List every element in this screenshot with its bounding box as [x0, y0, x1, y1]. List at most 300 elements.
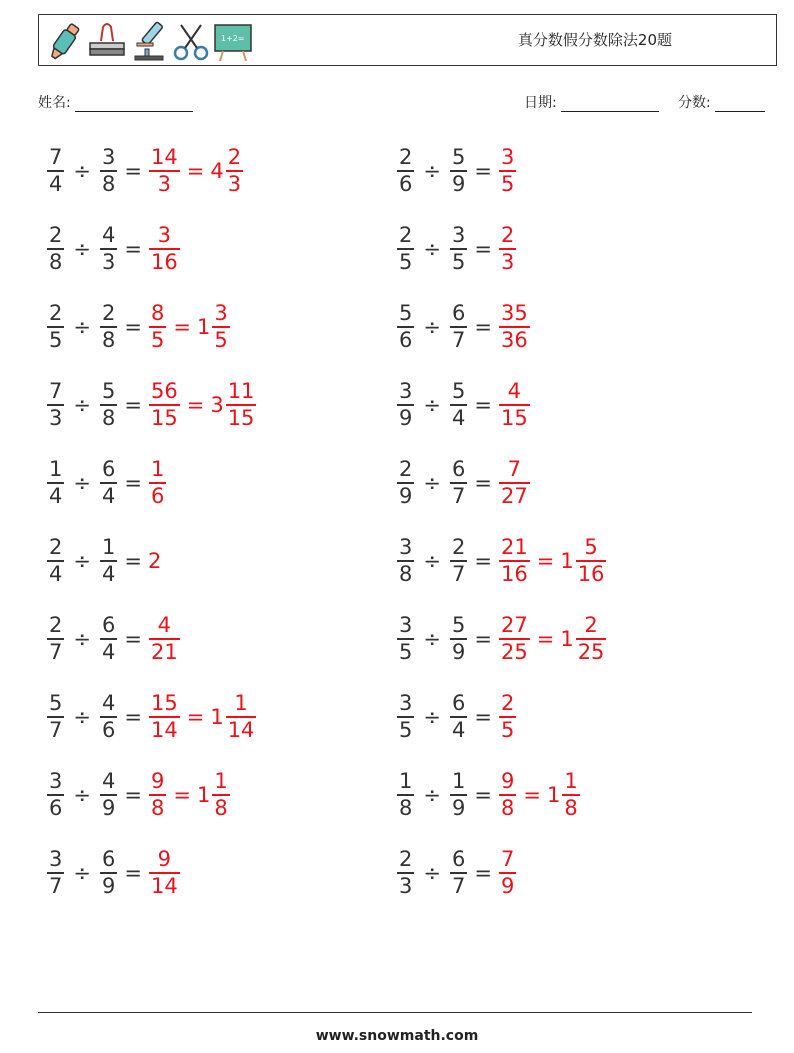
divisor-fraction [100, 849, 117, 897]
problem-item [46, 842, 181, 904]
denominator: 4 [451, 405, 466, 430]
problem-item [396, 218, 517, 280]
dividend-fraction [47, 771, 64, 819]
answer [148, 849, 181, 897]
numerator: 3 [399, 379, 413, 404]
footer-divider [38, 1012, 752, 1013]
date-field[interactable] [524, 92, 659, 112]
equals-sign: = [474, 471, 492, 495]
answer [498, 615, 607, 663]
numerator: 5 [451, 145, 466, 170]
denominator: 9 [399, 405, 413, 430]
microscope-icon [129, 19, 169, 63]
answer [148, 225, 181, 273]
numerator: 6 [451, 847, 466, 872]
answer [498, 459, 531, 507]
denominator: 8 [399, 561, 413, 586]
denominator: 5 [451, 249, 466, 274]
numerator: 5 [399, 301, 413, 326]
denominator: 9 [399, 483, 413, 508]
numerator: 2 [227, 145, 242, 170]
numerator: 3 [49, 769, 63, 794]
denominator: 6 [49, 795, 63, 820]
numerator: 1 [150, 457, 165, 482]
equals-sign: = [474, 159, 492, 183]
denominator: 36 [500, 327, 528, 352]
answer-equals-sign: = [186, 159, 205, 183]
dividend-fraction [397, 849, 414, 897]
denominator: 27 [500, 483, 528, 508]
answer [148, 771, 231, 819]
numerator: 1 [101, 535, 116, 560]
numerator: 2 [49, 223, 63, 248]
mixed-whole: 1 [546, 783, 561, 807]
divisor-fraction [100, 459, 117, 507]
answer-fraction [499, 849, 516, 897]
equals-sign: = [124, 471, 142, 495]
divide-sign: ÷ [73, 159, 91, 183]
answer-fraction [149, 225, 180, 273]
numerator: 2 [500, 691, 515, 716]
divisor-fraction [100, 537, 117, 585]
answer [498, 225, 517, 273]
chalkboard-icon [213, 19, 253, 63]
denominator: 5 [500, 717, 515, 742]
numerator: 21 [500, 535, 528, 560]
numerator: 14 [150, 145, 178, 170]
numerator: 4 [101, 223, 116, 248]
numerator: 35 [500, 301, 528, 326]
divide-sign: ÷ [73, 627, 91, 651]
divisor-fraction [100, 615, 117, 663]
numerator: 27 [500, 613, 528, 638]
dividend-fraction [397, 537, 414, 585]
answer [498, 771, 581, 819]
denominator: 5 [399, 717, 413, 742]
answer-fraction [149, 615, 180, 663]
denominator: 7 [49, 873, 63, 898]
answer-fraction [149, 147, 180, 195]
mixed-whole: 3 [210, 393, 224, 417]
numerator: 9 [157, 847, 172, 872]
score-field[interactable] [678, 92, 765, 112]
denominator: 7 [49, 639, 63, 664]
numerator: 1 [49, 457, 63, 482]
divide-sign: ÷ [73, 237, 91, 261]
divide-sign: ÷ [73, 861, 91, 885]
denominator: 5 [49, 327, 63, 352]
denominator: 9 [101, 873, 116, 898]
scissors-icon [171, 19, 211, 63]
problem-item [46, 374, 257, 436]
numerator: 5 [101, 379, 116, 404]
answer [148, 147, 244, 195]
denominator: 4 [101, 483, 116, 508]
numerator: 2 [49, 535, 63, 560]
problem-item [396, 686, 517, 748]
denominator: 14 [227, 717, 255, 742]
divisor-fraction [100, 381, 117, 429]
answer-equals-sign: = [173, 315, 191, 339]
divide-sign: ÷ [423, 237, 441, 261]
divide-sign: ÷ [423, 315, 441, 339]
worksheet-title: 真分数假分数除法20题 [517, 31, 672, 49]
mixed-fraction [226, 693, 257, 741]
equals-sign: = [474, 549, 492, 573]
dividend-fraction [397, 615, 414, 663]
problem-item [46, 530, 161, 592]
answer [498, 381, 531, 429]
mixed-whole: 1 [560, 627, 574, 651]
denominator: 5 [399, 639, 413, 664]
dividend-fraction [397, 225, 414, 273]
denominator: 3 [49, 405, 63, 430]
numerator: 4 [157, 613, 172, 638]
mixed-fraction [212, 303, 229, 351]
mixed-fraction [226, 147, 243, 195]
divisor-fraction [100, 693, 117, 741]
divide-sign: ÷ [423, 861, 441, 885]
denominator: 25 [577, 639, 605, 664]
divide-sign: ÷ [73, 315, 91, 339]
denominator: 4 [451, 717, 466, 742]
divide-sign: ÷ [423, 471, 441, 495]
numerator: 2 [584, 613, 598, 638]
dividend-fraction [397, 459, 414, 507]
numerator: 1 [234, 691, 248, 716]
answer-equals-sign: = [536, 627, 555, 651]
numerator: 1 [399, 769, 413, 794]
denominator: 3 [101, 249, 116, 274]
problem-item [46, 296, 231, 358]
denominator: 9 [451, 171, 466, 196]
numerator: 2 [451, 535, 466, 560]
problem-item [46, 140, 244, 202]
numerator: 11 [227, 379, 255, 404]
highlighter-icon [45, 19, 85, 63]
answer [498, 693, 517, 741]
divisor-fraction [450, 381, 467, 429]
answer [148, 549, 161, 573]
answer [148, 381, 257, 429]
mixed-fraction [226, 381, 257, 429]
denominator: 3 [227, 171, 242, 196]
numerator: 4 [101, 691, 116, 716]
numerator: 2 [399, 223, 413, 248]
dividend-fraction [47, 381, 64, 429]
denominator: 7 [451, 483, 466, 508]
numerator: 4 [101, 769, 116, 794]
denominator: 6 [101, 717, 116, 742]
footer-url: www.snowmath.com [315, 1028, 479, 1044]
dividend-fraction [47, 225, 64, 273]
divide-sign: ÷ [423, 393, 441, 417]
denominator: 7 [49, 717, 63, 742]
equals-sign: = [124, 159, 142, 183]
numerator: 3 [399, 691, 413, 716]
numerator: 6 [451, 691, 466, 716]
dividend-fraction [47, 303, 64, 351]
answer-fraction [499, 537, 530, 585]
dividend-fraction [397, 381, 414, 429]
denominator: 4 [49, 561, 63, 586]
answer [498, 537, 607, 585]
equals-sign: = [124, 861, 142, 885]
numerator: 6 [101, 457, 116, 482]
denominator: 21 [150, 639, 178, 664]
answer [498, 147, 517, 195]
numerator: 2 [49, 301, 63, 326]
numerator: 3 [500, 145, 515, 170]
answer [148, 303, 231, 351]
equals-sign: = [124, 705, 142, 729]
numerator: 4 [507, 379, 522, 404]
denominator: 3 [399, 873, 413, 898]
denominator: 5 [500, 171, 515, 196]
denominator: 8 [564, 795, 578, 820]
denominator: 9 [101, 795, 116, 820]
header-icons [45, 19, 253, 63]
divisor-fraction [450, 771, 467, 819]
problem-item [46, 452, 167, 514]
denominator: 5 [399, 249, 413, 274]
mixed-fraction [212, 771, 229, 819]
dividend-fraction [47, 693, 64, 741]
numerator: 6 [451, 301, 466, 326]
numerator: 2 [399, 847, 413, 872]
denominator: 8 [101, 405, 116, 430]
denominator: 14 [150, 873, 178, 898]
problem-item [396, 842, 517, 904]
answer-equals-sign: = [536, 549, 555, 573]
numerator: 5 [451, 379, 466, 404]
divide-sign: ÷ [73, 471, 91, 495]
date-line[interactable] [561, 96, 659, 112]
numerator: 2 [49, 613, 63, 638]
equals-sign: = [474, 237, 492, 261]
mixed-whole: 1 [196, 783, 211, 807]
divisor-fraction [450, 459, 467, 507]
denominator: 7 [451, 561, 466, 586]
dividend-fraction [397, 771, 414, 819]
problem-item [396, 140, 517, 202]
answer-fraction [149, 693, 180, 741]
numerator: 6 [101, 613, 116, 638]
dividend-fraction [47, 147, 64, 195]
score-label: 分数: [678, 95, 711, 111]
divisor-fraction [100, 225, 117, 273]
mixed-whole: 1 [560, 549, 574, 573]
problem-item [396, 608, 607, 670]
denominator: 8 [500, 795, 515, 820]
dividend-fraction [397, 693, 414, 741]
numerator: 3 [451, 223, 466, 248]
equals-sign: = [124, 783, 142, 807]
worksheet-header [38, 14, 777, 66]
divide-sign: ÷ [73, 705, 91, 729]
denominator: 15 [227, 405, 255, 430]
dividend-fraction [47, 849, 64, 897]
divisor-fraction [450, 225, 467, 273]
denominator: 16 [500, 561, 528, 586]
mixed-whole: 1 [196, 315, 211, 339]
divisor-fraction [450, 693, 467, 741]
mixed-whole: 4 [210, 159, 224, 183]
numerator: 6 [451, 457, 466, 482]
divide-sign: ÷ [73, 549, 91, 573]
denominator: 6 [150, 483, 165, 508]
divisor-fraction [450, 849, 467, 897]
denominator: 25 [500, 639, 528, 664]
denominator: 4 [49, 171, 63, 196]
answer-fraction [149, 771, 166, 819]
name-label: 姓名: [38, 95, 71, 111]
denominator: 8 [101, 171, 116, 196]
numerator: 7 [49, 379, 63, 404]
denominator: 8 [49, 249, 63, 274]
numerator: 7 [507, 457, 522, 482]
answer [498, 849, 517, 897]
equals-sign: = [474, 705, 492, 729]
equals-sign: = [124, 237, 142, 261]
dividend-fraction [47, 537, 64, 585]
divide-sign: ÷ [423, 549, 441, 573]
svg-text:1+2=: 1+2= [221, 34, 245, 43]
denominator: 8 [399, 795, 413, 820]
numerator: 1 [214, 769, 228, 794]
binder-clip-icon [87, 19, 127, 63]
numerator: 3 [214, 301, 228, 326]
denominator: 7 [451, 873, 466, 898]
equals-sign: = [474, 393, 492, 417]
date-label: 日期: [524, 95, 557, 111]
answer-fraction [499, 771, 516, 819]
divide-sign: ÷ [423, 627, 441, 651]
denominator: 5 [150, 327, 165, 352]
problem-item [396, 296, 531, 358]
answer-equals-sign: = [186, 393, 205, 417]
denominator: 15 [150, 405, 178, 430]
divide-sign: ÷ [423, 783, 441, 807]
mixed-fraction [576, 615, 607, 663]
denominator: 8 [214, 795, 228, 820]
numerator: 3 [399, 535, 413, 560]
divisor-fraction [450, 615, 467, 663]
problem-item [46, 608, 181, 670]
equals-sign: = [474, 861, 492, 885]
answer-fraction [149, 303, 166, 351]
problem-item [46, 764, 231, 826]
name-line[interactable] [75, 96, 193, 112]
answer-fraction [499, 225, 516, 273]
numerator: 9 [150, 769, 165, 794]
denominator: 6 [399, 171, 413, 196]
equals-sign: = [124, 315, 142, 339]
denominator: 6 [399, 327, 413, 352]
mixed-fraction [562, 771, 579, 819]
answer-fraction [149, 849, 180, 897]
answer-whole-number: 2 [147, 549, 162, 573]
equals-sign: = [474, 783, 492, 807]
problem-item [396, 530, 607, 592]
divisor-fraction [450, 147, 467, 195]
numerator: 7 [49, 145, 63, 170]
numerator: 8 [150, 301, 165, 326]
denominator: 3 [157, 171, 172, 196]
numerator: 2 [500, 223, 515, 248]
divisor-fraction [450, 537, 467, 585]
dividend-fraction [47, 615, 64, 663]
numerator: 15 [150, 691, 178, 716]
divide-sign: ÷ [73, 783, 91, 807]
answer [148, 459, 167, 507]
mixed-whole: 1 [210, 705, 224, 729]
denominator: 15 [500, 405, 528, 430]
problem-item [46, 218, 181, 280]
numerator: 2 [101, 301, 116, 326]
answer [148, 693, 257, 741]
name-field[interactable] [38, 92, 193, 112]
divide-sign: ÷ [423, 159, 441, 183]
denominator: 4 [49, 483, 63, 508]
denominator: 14 [150, 717, 178, 742]
answer-fraction [149, 459, 166, 507]
equals-sign: = [124, 393, 142, 417]
numerator: 1 [451, 769, 466, 794]
divisor-fraction [100, 147, 117, 195]
numerator: 3 [101, 145, 116, 170]
denominator: 4 [101, 561, 116, 586]
denominator: 9 [451, 639, 466, 664]
answer-equals-sign: = [523, 783, 541, 807]
problem-item [396, 764, 581, 826]
divisor-fraction [100, 771, 117, 819]
score-line[interactable] [715, 96, 765, 112]
answer-fraction [499, 303, 530, 351]
dividend-fraction [397, 147, 414, 195]
denominator: 7 [451, 327, 466, 352]
denominator: 3 [500, 249, 515, 274]
numerator: 5 [49, 691, 63, 716]
numerator: 2 [399, 145, 413, 170]
divide-sign: ÷ [73, 393, 91, 417]
divide-sign: ÷ [423, 705, 441, 729]
denominator: 4 [101, 639, 116, 664]
problem-item [396, 374, 531, 436]
denominator: 9 [500, 873, 515, 898]
answer-fraction [499, 693, 516, 741]
problem-item [46, 686, 257, 748]
answer-equals-sign: = [173, 783, 191, 807]
mixed-fraction [576, 537, 607, 585]
answer-fraction [499, 615, 530, 663]
numerator: 56 [150, 379, 178, 404]
numerator: 1 [564, 769, 578, 794]
answer-fraction [149, 381, 180, 429]
denominator: 5 [214, 327, 228, 352]
equals-sign: = [474, 315, 492, 339]
divisor-fraction [100, 303, 117, 351]
dividend-fraction [47, 459, 64, 507]
denominator: 16 [577, 561, 605, 586]
denominator: 16 [150, 249, 178, 274]
answer-fraction [499, 381, 530, 429]
numerator: 3 [157, 223, 172, 248]
answer [498, 303, 531, 351]
equals-sign: = [474, 627, 492, 651]
answer-fraction [499, 459, 530, 507]
equals-sign: = [124, 549, 142, 573]
